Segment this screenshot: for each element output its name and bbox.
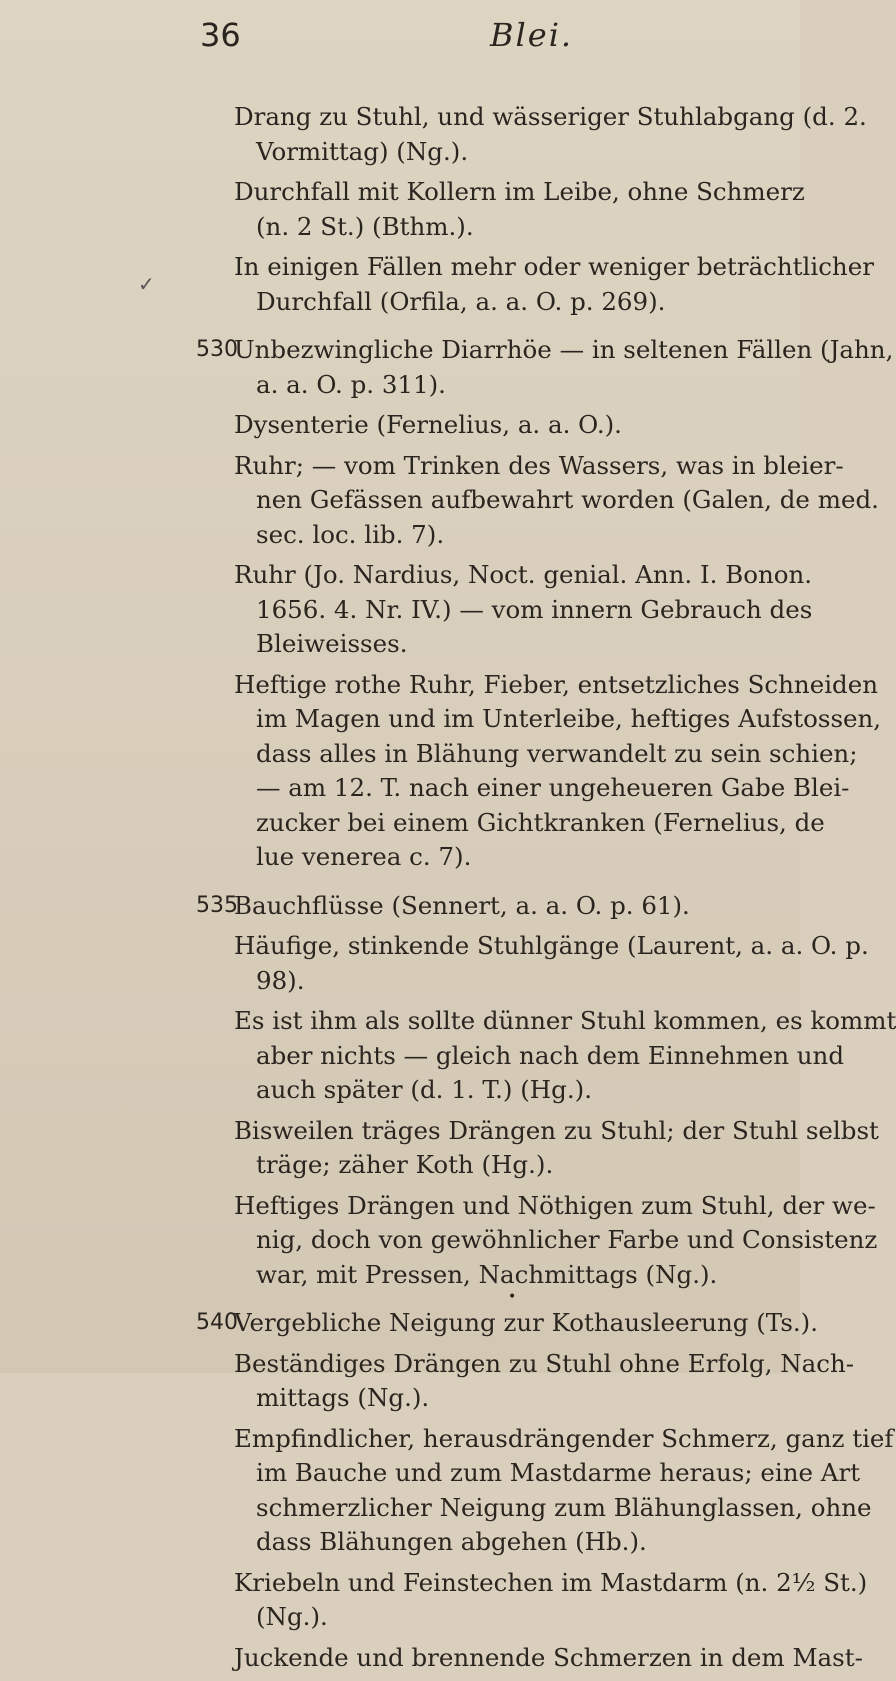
text-line: Durchfall (Orfila, a. a. O. p. 269). bbox=[256, 286, 666, 316]
symptom-number: 535 bbox=[196, 892, 238, 918]
text-line: Heftiges Drängen und Nöthigen zum Stuhl, der we- bbox=[234, 1190, 876, 1220]
text-line: 98). bbox=[256, 965, 305, 995]
text-line: aber nichts — gleich nach dem Einnehmen und bbox=[256, 1040, 845, 1070]
text-line: Vergebliche Neigung zur Kothausleerung (Ts.). bbox=[234, 1308, 819, 1337]
symptom-entry bbox=[0, 668, 882, 875]
text-line: Bauchflüsse (Sennert, a. a. O. p. 61). bbox=[234, 890, 690, 920]
page-header bbox=[0, 16, 800, 66]
symptom-entry bbox=[0, 449, 879, 553]
text-line: träge; zäher Koth (Hg.). bbox=[256, 1150, 554, 1179]
text-line: schmerzlicher Neigung zum Blähunglassen, ohne bbox=[256, 1492, 872, 1522]
symptom-entry bbox=[0, 1422, 894, 1560]
text-line: Ruhr (Jo. Nardius, Noct. genial. Ann. I. Bonon. bbox=[234, 560, 813, 589]
text-line: Durchfall mit Kollern im Leibe, ohne Schmerz bbox=[234, 177, 805, 206]
text-line: im Magen und im Unterleibe, heftiges Aufstossen, bbox=[256, 704, 882, 733]
text-line: Dysenterie (Fernelius, a. a. O.). bbox=[234, 410, 622, 439]
symptom-entry bbox=[0, 1641, 863, 1676]
margin-mark: ✓ bbox=[138, 272, 155, 296]
symptom-entry bbox=[0, 333, 894, 402]
text-line: war, mit Pressen, Nachmittags (Ng.). bbox=[256, 1259, 718, 1289]
text-body bbox=[0, 100, 896, 1681]
symptom-entry bbox=[0, 175, 805, 244]
symptom-entry bbox=[0, 1189, 878, 1293]
text-line: a. a. O. p. 311). bbox=[256, 369, 446, 399]
symptom-entry bbox=[0, 408, 800, 443]
text-line: (Ng.). bbox=[256, 1602, 328, 1631]
text-line: Vormittag) (Ng.). bbox=[256, 136, 469, 166]
text-line: Juckende und brennende Schmerzen in dem Mast- bbox=[234, 1642, 863, 1672]
text-line: dass Blähungen abgehen (Hb.). bbox=[256, 1527, 647, 1556]
symptom-entry bbox=[0, 1004, 896, 1108]
text-line: Empfindlicher, herausdrängender Schmerz, ganz tief bbox=[234, 1423, 894, 1453]
symptom-entry bbox=[0, 929, 869, 998]
text-line: zucker bei einem Gichtkranken (Fernelius, de bbox=[256, 807, 825, 837]
text-line: nen Gefässen aufbewahrt worden (Galen, de med. bbox=[256, 485, 879, 514]
text-line: im Bauche und zum Mastdarme heraus; eine Art bbox=[256, 1458, 861, 1487]
text-line: (n. 2 St.) (Bthm.). bbox=[256, 211, 474, 241]
text-line: Heftige rothe Ruhr, Fieber, entsetzliches Schneiden bbox=[234, 669, 879, 699]
text-line: Beständiges Drängen zu Stuhl ohne Erfolg, Nach- bbox=[234, 1348, 855, 1378]
symptom-number: 540 bbox=[196, 1310, 238, 1335]
text-line: Bleiweisses. bbox=[256, 629, 408, 658]
text-line: Es ist ihm als sollte dünner Stuhl kommen, es kommt bbox=[234, 1006, 896, 1035]
text-line: — am 12. T. nach einer ungeheueren Gabe Blei- bbox=[256, 773, 850, 802]
symptom-entry bbox=[0, 1347, 855, 1416]
symptom-entry bbox=[0, 889, 800, 924]
text-line: auch später (d. 1. T.) (Hg.). bbox=[256, 1075, 592, 1104]
text-line: Häufige, stinkende Stuhlgänge (Laurent, a. a. O. p. bbox=[234, 931, 869, 960]
text-line: dass alles in Blähung verwandelt zu sein schien; bbox=[256, 738, 858, 768]
symptom-entry bbox=[0, 1566, 868, 1635]
text-line: mittags (Ng.). bbox=[256, 1383, 430, 1412]
running-title: Blei. bbox=[490, 16, 574, 54]
text-line: 1656. 4. Nr. IV.) — vom innern Gebrauch des bbox=[256, 594, 813, 624]
text-line: sec. loc. lib. 7). bbox=[256, 519, 445, 549]
symptom-entry bbox=[0, 1114, 879, 1183]
text-line: Unbezwingliche Diarrhöe — in seltenen Fällen (Jahn, bbox=[234, 335, 894, 364]
symptom-entry bbox=[0, 100, 867, 169]
text-line: Ruhr; — vom Trinken des Wassers, was in bleier- bbox=[234, 450, 844, 480]
text-line: nig, doch von gewöhnlicher Farbe und Consistenz bbox=[256, 1225, 878, 1254]
symptom-number: 530 bbox=[196, 337, 238, 362]
text-line: Drang zu Stuhl, und wässeriger Stuhlabgang (d. 2. bbox=[234, 102, 867, 131]
symptom-entry bbox=[0, 558, 813, 662]
text-line: lue venerea c. 7). bbox=[256, 842, 472, 871]
text-line: Bisweilen träges Drängen zu Stuhl; der Stuhl selbst bbox=[234, 1115, 879, 1145]
text-line: Kriebeln und Feinstechen im Mastdarm (n. 2½ St.) bbox=[234, 1567, 868, 1597]
symptom-entry bbox=[0, 250, 874, 319]
symptom-entry bbox=[0, 1306, 819, 1341]
page-dot: • bbox=[508, 1289, 517, 1305]
page-number: 36 bbox=[200, 16, 241, 54]
text-line: In einigen Fällen mehr oder weniger beträchtlicher bbox=[234, 252, 874, 281]
